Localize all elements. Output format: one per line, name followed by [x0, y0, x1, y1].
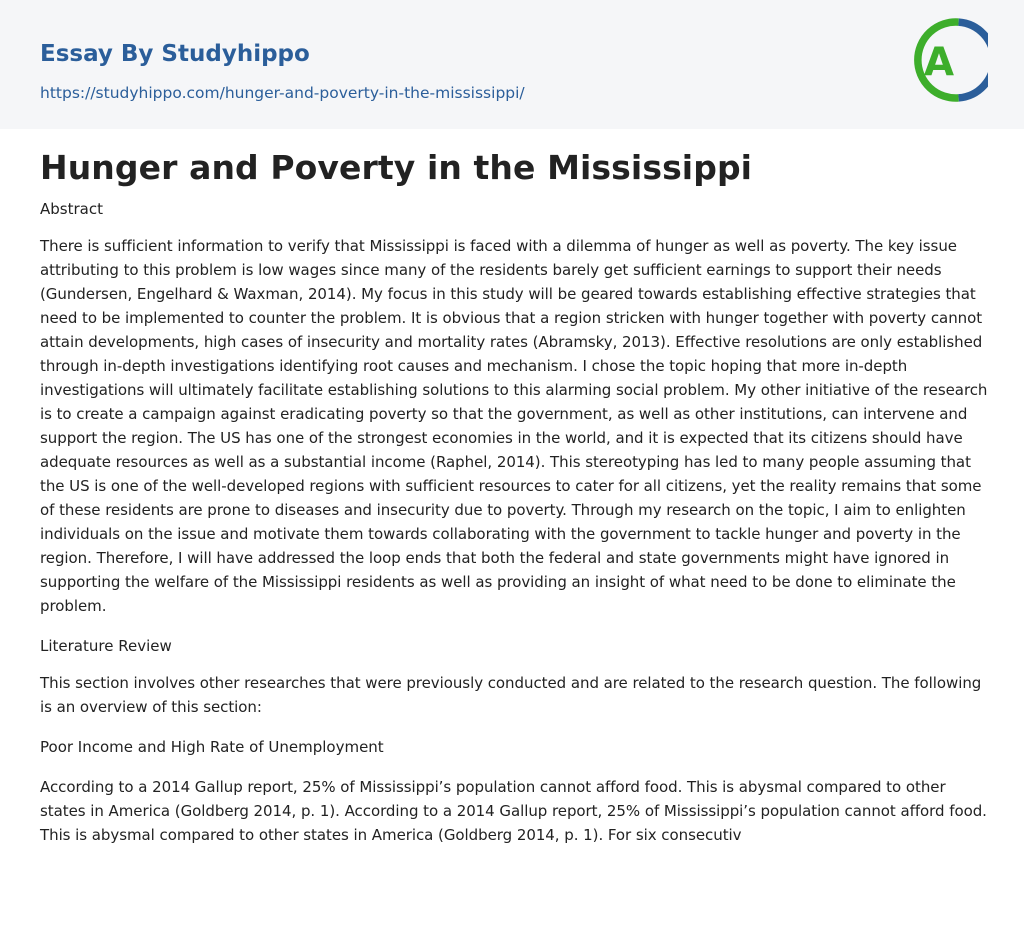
brand-title[interactable]: Essay By Studyhippo [40, 41, 310, 67]
page-title: Hunger and Poverty in the Mississippi [40, 148, 753, 187]
logo-letter: A [923, 40, 955, 85]
literature-review-paragraph: This section involves other researches that were previously conducted and are related to the research question. The following is an overview of this section: [40, 674, 982, 716]
studyhippo-logo-icon[interactable] [908, 18, 988, 106]
abstract-label: Abstract [40, 200, 103, 218]
abstract-paragraph: There is sufficient information to verify that Mississippi is faced with a dilemma of hunger as well as poverty. The key issue attributing to this problem is low wages since many of the residents barely get sufficient earnings to support their needs (Gundersen, Engelhard & Waxman, 2014). My focus in this study will be geared towards establishing effective strategies that need to be implemented to counter the problem. It is obvious that a region stricken with hunger together with poverty cannot attain developments, high cases of insecurity and mortality rates (Abramsky, 2013). Effective resolutions are only established through in-depth investigations identifying root causes and mechanism. I chose the topic hoping that more in-depth investigations will ultimately facilitate establishing solutions to this alarming social problem. My other initiative of the research is to create a campaign against eradicating poverty so that the government, as well as other institutions, can intervene and support the region. The US has one of the strongest economies in the world, and it is expected that its citizens should have adequate resources as well as a substantial income (Raphel, 2014). This stereotyping has led to many people assuming that the US is one of the well-developed regions with sufficient resources to cater for all citizens, yet the reality remains that some of these residents are prone to diseases and insecurity due to poverty. Through my research on the topic, I aim to enlighten individuals on the issue and motivate them towards collaborating with the government to tackle hunger and poverty in the region. Therefore, I will have addressed the loop ends that both the federal and state governments might have ignored in supporting the welfare of the Mississippi residents as well as providing an insight of what need to be done to eliminate the problem. [40, 237, 988, 615]
essay-url-link[interactable]: https://studyhippo.com/hunger-and-poverty-in-the-mississippi/ [40, 84, 525, 102]
subsection-label: Poor Income and High Rate of Unemployment [40, 738, 384, 756]
site-header [0, 0, 1024, 129]
literature-review-label: Literature Review [40, 637, 172, 655]
subsection-paragraph: According to a 2014 Gallup report, 25% of Mississippi’s population cannot afford food. This is abysmal compared to other states in America (Goldberg 2014, p. 1). According to a 2014 Gallup report, 25% of Mississippi’s population cannot afford food. This is abysmal compared to other states in America (Goldberg 2014, p. 1). For six consecutiv [40, 778, 987, 844]
article-body [40, 140, 988, 847]
